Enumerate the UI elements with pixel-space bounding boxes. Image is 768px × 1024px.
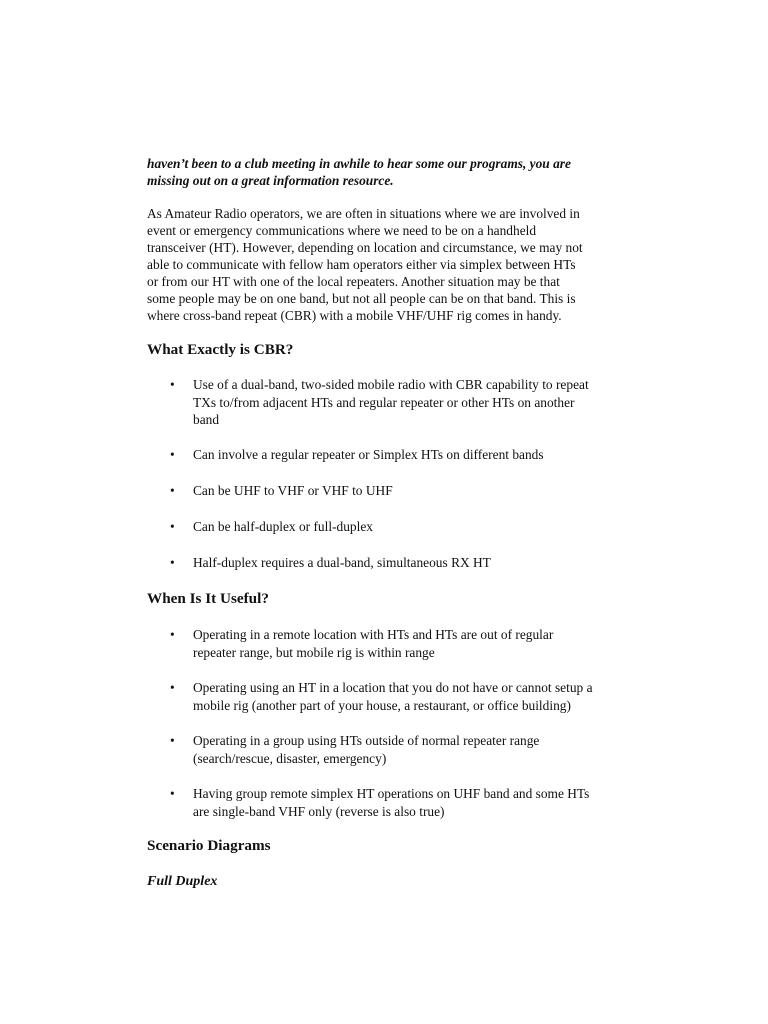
list-item <box>170 732 660 767</box>
list-item-line: are single-band VHF only (reverse is also true) <box>193 803 445 819</box>
list-item-line: Use of a dual-band, two-sided mobile radio with CBR capability to repeat <box>193 377 589 392</box>
paragraph-line: where cross-band repeat (CBR) with a mobile VHF/UHF rig comes in handy. <box>147 308 562 323</box>
bullet-marker: • <box>170 733 175 748</box>
paragraph-line: transceiver (HT). However, depending on location and circumstance, we may not <box>147 240 583 255</box>
body-paragraph <box>147 205 667 324</box>
list-item <box>170 626 660 661</box>
bullet-marker: • <box>170 483 175 498</box>
list-item-line: Operating using an HT in a location that you do not have or cannot setup a <box>193 680 593 695</box>
list-item-line: Having group remote simplex HT operations on UHF band and some HTs <box>193 786 590 801</box>
list-item <box>170 482 660 500</box>
paragraph-line: event or emergency communications where we need to be on a handheld <box>147 223 537 238</box>
list-item <box>170 554 660 572</box>
list-item <box>170 376 660 429</box>
list-item <box>170 446 660 464</box>
bullet-marker: • <box>170 555 175 570</box>
bullet-marker: • <box>170 786 175 801</box>
intro-line: missing out on a great information resource. <box>147 173 394 188</box>
section-heading-scenario-diagrams: Scenario Diagrams <box>147 837 271 854</box>
bullet-marker: • <box>170 680 175 695</box>
list-item-line: Half-duplex requires a dual-band, simultaneous RX HT <box>193 555 491 570</box>
section-heading-what-is-cbr: What Exactly is CBR? <box>147 341 294 358</box>
list-item-line: TXs to/from adjacent HTs and regular repeater or other HTs on another <box>193 394 575 410</box>
bullet-marker: • <box>170 519 175 534</box>
list-item-line: band <box>193 412 220 427</box>
list-item <box>170 785 660 820</box>
list-item <box>170 518 660 536</box>
bullet-marker: • <box>170 377 175 392</box>
paragraph-line: able to communicate with fellow ham operators either via simplex between HTs <box>147 257 576 272</box>
paragraph-line: As Amateur Radio operators, we are often in situations where we are involved in <box>147 206 580 221</box>
list-item-line: repeater range, but mobile rig is within range <box>193 644 435 660</box>
paragraph-line: some people may be on one band, but not all people can be on that band. This is <box>147 291 576 306</box>
list-item-line: (search/rescue, disaster, emergency) <box>193 750 387 766</box>
paragraph-line: or from our HT with one of the local repeaters. Another situation may be that <box>147 274 560 289</box>
intro-line: haven’t been to a club meeting in awhile to hear some our programs, you are <box>147 156 571 171</box>
list-item <box>170 679 660 714</box>
section-heading-when-useful: When Is It Useful? <box>147 590 269 607</box>
list-item-line: mobile rig (another part of your house, a restaurant, or office building) <box>193 697 571 713</box>
subheading-full-duplex: Full Duplex <box>147 874 218 889</box>
bullet-marker: • <box>170 447 175 462</box>
intro-text <box>147 155 667 189</box>
list-item-line: Can be half-duplex or full-duplex <box>193 519 373 534</box>
list-item-line: Can involve a regular repeater or Simplex HTs on different bands <box>193 447 544 462</box>
bullet-marker: • <box>170 627 175 642</box>
list-item-line: Can be UHF to VHF or VHF to UHF <box>193 483 393 498</box>
list-item-line: Operating in a remote location with HTs and HTs are out of regular <box>193 627 554 642</box>
list-item-line: Operating in a group using HTs outside of normal repeater range <box>193 733 540 748</box>
